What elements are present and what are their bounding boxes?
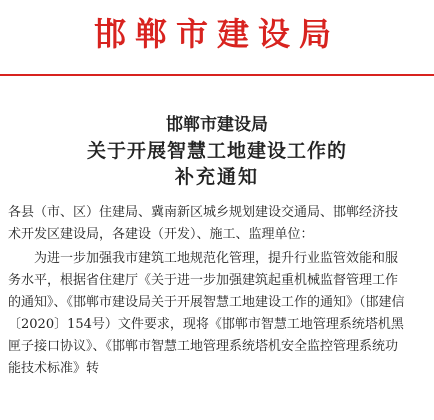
notice-title: 关于开展智慧工地建设工作的 xyxy=(86,140,347,162)
notice-body xyxy=(8,202,408,380)
notice-issuer: 邯郸市建设局 xyxy=(166,115,268,135)
notice-title-suffix: 补充通知 xyxy=(174,166,259,188)
body-paragraph: 为进一步加强我市建筑工地规范化管理，提升行业监管效能和服务水平，根据省住建厅《关于进一步加强建筑起重机械监督管理工作的通知》、《邯郸市建设局关于开展智慧工地建设工作的通知》（邯建信〔2020〕154号）文件要求，现将《邯郸市智慧工地管理系统塔机黑匣子接口协议》、《邯郸市智慧工地管理系统塔机安全监控管理系统功能技术标准》转 xyxy=(8,251,405,376)
addressee-text: 各县（市、区）住建局、冀南新区城乡规划建设交通局、邯郸经济技术开发区建设局，各建设（开发）、施工、监理单位： xyxy=(8,205,399,242)
notice-title-block xyxy=(0,112,434,190)
letterhead xyxy=(0,0,434,72)
letterhead-red-rule xyxy=(0,74,434,76)
organization-name: 邯郸市建设局 xyxy=(93,15,340,53)
